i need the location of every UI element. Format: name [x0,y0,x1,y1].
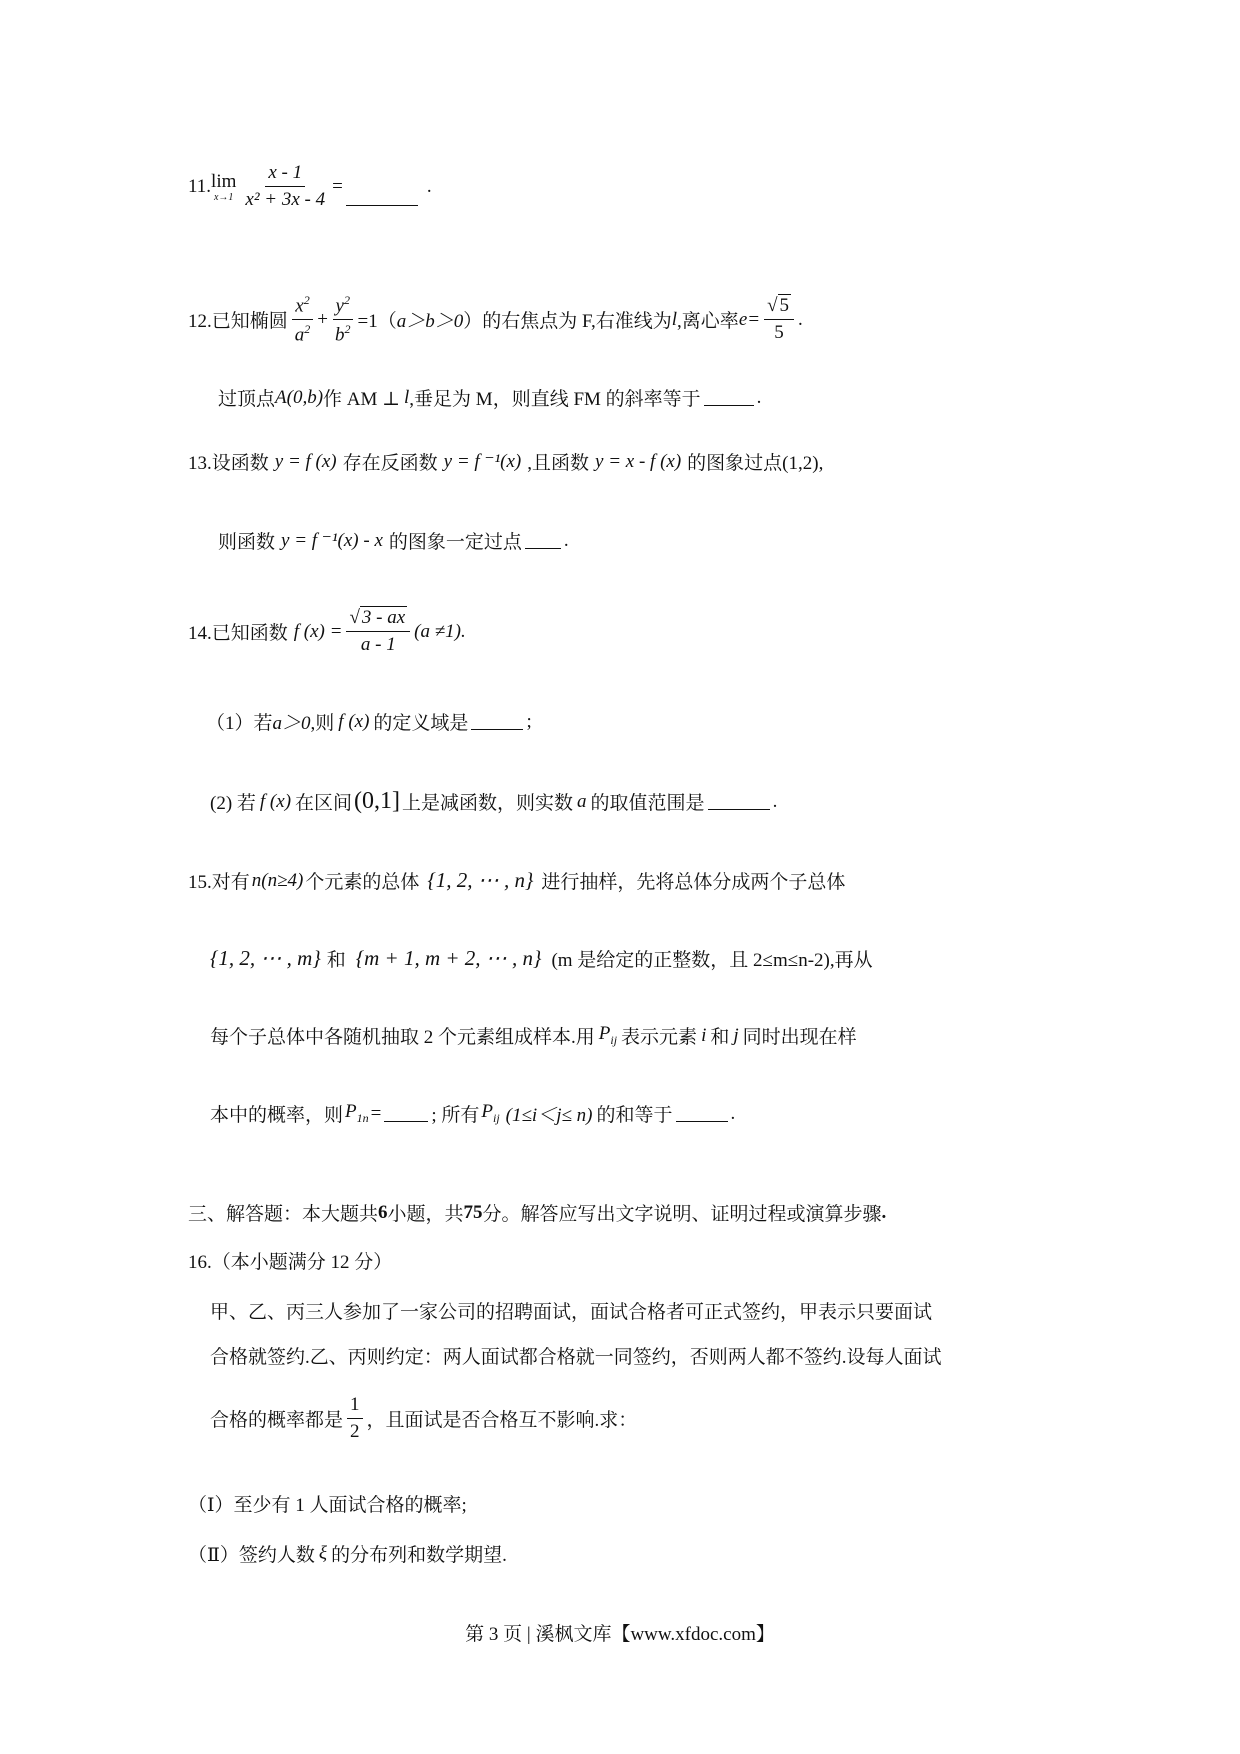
answer-blank [704,404,754,406]
question-14-line-1: 14.已知函数 f (x) = $\frac{√ 3 - ax}{a - 1}$ (a ≠1). [188,607,466,655]
answer-blank [676,1120,728,1122]
answer-blank [708,808,770,810]
question-13-line-1: 13.设函数 y = f (x) 存在反函数 y = f ⁻¹(x) ,且函数 y = x - f (x) 的图象过点(1,2), [188,450,824,474]
question-16-part-1: （Ⅰ）至少有 1 人面试合格的概率; [188,1495,467,1516]
question-11: 11. lim x→1 $\frac{x - 1}{\text{x² + 3x - 4}}$ = . [188,162,432,210]
question-12-line-2: 过顶点 A(0,b) 作 AM ⊥ l ,垂足为 M，则直线 FM 的斜率等于 . [218,386,762,410]
question-15-line-3: 每个子总体中各随机抽取 2 个元素组成样本.用 $P_{ij}$ 表示元素 i 和 j 同时出现在样 [210,1023,857,1048]
probability-fraction: $\frac{1}{2}$ [347,1394,363,1443]
limit-operator: lim x→1 [211,170,237,203]
answer-blank [525,547,561,549]
ellipse-y-term: $\frac{y^2}{b^2}$ [332,293,354,347]
question-16-line-3: 合格的概率都是 $\frac{1}{2}$ ，且面试是否合格互不影响.求： [210,1394,638,1442]
answer-blank [346,204,418,206]
answer-blank [471,728,523,730]
question-15-line-1: 15.对有 n(n≥4) 个元素的总体 {1, 2, ⋯ , n} 进行抽样，先将总体分成两个子总体 [188,868,846,893]
section-3-heading: 三、解答题：本大题共 6 小题，共 75 分。解答应写出文字说明、证明过程或演算步骤 . [188,1201,887,1225]
question-16-line-2: 合格就签约.乙、丙则约定：两人面试都合格就一同签约，否则两人都不签约.设每人面试 [210,1347,942,1368]
ellipse-x-term: $\frac{x^2}{a^2}$ [292,293,314,347]
question-16-title: 16.（本小题满分 12 分） [188,1252,393,1273]
question-14-part-1: （1）若 a＞0 ,则 f (x) 的定义域是 ; [206,710,532,734]
page-footer: 第 3 页 | 溪枫文库【www.xfdoc.com】 [465,1624,775,1645]
function-fraction: $\frac{√ 3 - ax}{a - 1}$ [346,607,410,656]
question-16-part-2: （Ⅱ）签约人数 ξ 的分布列和数学期望. [188,1542,507,1566]
question-number: 11. [188,175,212,197]
answer-blank [384,1120,428,1122]
eccentricity-fraction: $\frac{√ 5}{5}$ [764,295,794,344]
question-15-line-4: 本中的概率，则 $P_{1n}$ = ; 所有 $P_{ij}$ (1≤i＜j≤ n) 的和等于 . [210,1101,736,1126]
question-16-line-1: 甲、乙、丙三人参加了一家公司的招聘面试，面试合格者可正式签约，甲表示只要面试 [210,1302,933,1323]
question-14-part-2: (2) 若 f (x) 在区间 (0,1] 上是减函数，则实数 a 的取值范围是 . [210,788,778,814]
limit-fraction: $\frac{x - 1}{\text{x² + 3x - 4}}$ [245,162,326,210]
question-15-line-2: {1, 2, ⋯ , m} 和 {m + 1, m + 2, ⋯ , n} (m 是给定的正整数，且 2≤m≤n-2),再从 [210,946,873,971]
question-13-line-2: 则函数 y = f ⁻¹(x) - x 的图象一定过点 . [218,529,569,553]
question-12-line-1: 12.已知椭圆 $\frac{x^2}{a^2}$ + $\frac{y^2}{b^2}$ =1（ a＞b＞0 ）的右焦点为 F,右准线为 l ,离心率 e= $\frac{√ 5}{5}$ . [188,293,803,346]
